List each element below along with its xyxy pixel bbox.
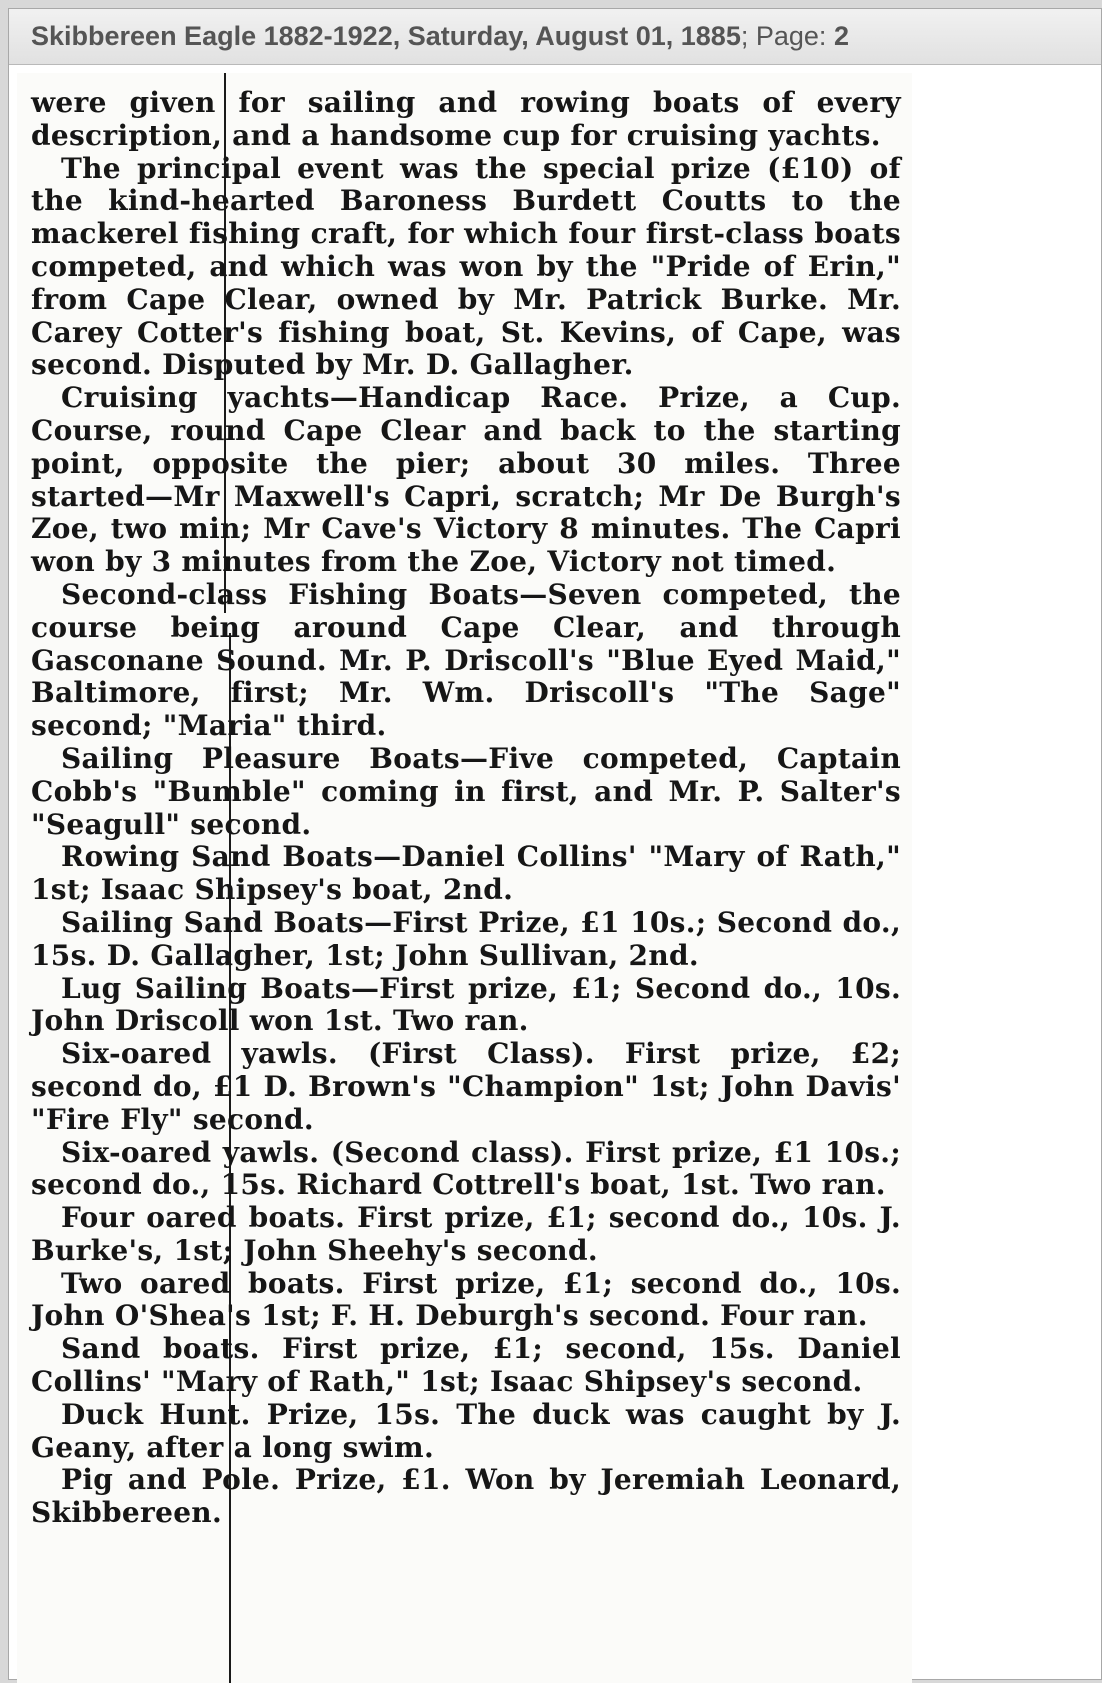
article-paragraph: Sand boats. First prize, £1; second, 15s. Daniel Collins' "Mary of Rath," 1st; Isaac Shipsey's second.: [31, 1332, 901, 1399]
page-number: 2: [833, 21, 849, 51]
page-label: Page:: [755, 21, 834, 51]
article-paragraph: Second-class Fishing Boats—Seven competed, the course being around Cape Clear, and through Gasconane Sound. Mr. P. Driscoll's "Blue Eyed Maid," Baltimore, first; Mr. Wm. Driscoll's "The Sage" second; "Maria" third.: [31, 577, 901, 743]
article-paragraph: Rowing Sand Boats—Daniel Collins' "Mary of Rath," 1st; Isaac Shipsey's boat, 2nd.: [31, 840, 901, 907]
article-paragraph: Lug Sailing Boats—First prize, £1; Second do., 10s. John Driscoll won 1st. Two ran.: [31, 971, 901, 1038]
viewer-right-edge: [1085, 65, 1101, 1679]
article-paragraph: Cruising yachts—Handicap Race. Prize, a Cup. Course, round Cape Clear and back to the starting point, opposite the pier; about 30 miles. Three started—Mr Maxwell's Capri, scratch; Mr De Burgh's Zoe, two min; Mr Cave's Victory 8 minutes. The Capri won by 3 minutes from the Zoe, Victory not timed.: [31, 381, 901, 579]
article-paragraph: The principal event was the special prize (£10) of the kind-hearted Baroness Burdett Coutts to the mackerel fishing craft, for which four first-class boats competed, and which was won by the "Pride of Erin," from Cape Clear, owned by Mr. Patrick Burke. Mr. Carey Cotter's fishing boat, St. Kevins, of Cape, was second. Disputed by Mr. D. Gallagher.: [31, 151, 901, 382]
article-paragraph: were given for sailing and rowing boats of every description, and a handsome cup for cruising yachts.: [31, 86, 901, 152]
newspaper-clipping: [17, 73, 912, 1683]
header-separator: ;: [740, 21, 756, 51]
citation-header: [9, 9, 1101, 65]
article-paragraph: Two oared boats. First prize, £1; second do., 10s. John O'Shea's 1st; F. H. Deburgh's second. Four ran.: [31, 1266, 901, 1333]
document-viewer: [8, 8, 1102, 1680]
article-paragraph: Sailing Sand Boats—First Prize, £1 10s.; Second do., 15s. D. Gallagher, 1st; John Sullivan, 2nd.: [31, 905, 901, 972]
article-paragraph: Pig and Pole. Prize, £1. Won by Jeremiah Leonard, Skibbereen.: [31, 1463, 901, 1530]
article-paragraph: Duck Hunt. Prize, 15s. The duck was caught by J. Geany, after a long swim.: [31, 1397, 901, 1464]
article-paragraph: Six-oared yawls. (Second class). First prize, £1 10s.; second do., 15s. Richard Cottrell's boat, 1st. Two ran.: [31, 1135, 901, 1202]
publication-title: Skibbereen Eagle 1882-1922, Saturday, August 01, 1885: [31, 21, 741, 51]
article-text: [31, 87, 901, 1530]
article-paragraph: Four oared boats. First prize, £1; second do., 10s. J. Burke's, 1st; John Sheehy's second.: [31, 1201, 901, 1267]
article-paragraph: Six-oared yawls. (First Class). First prize, £2; second do, £1 D. Brown's "Champion" 1st; John Davis' "Fire Fly" second.: [31, 1037, 901, 1136]
article-paragraph: Sailing Pleasure Boats—Five competed, Captain Cobb's "Bumble" coming in first, and Mr. P. Salter's "Seagull" second.: [31, 741, 901, 841]
